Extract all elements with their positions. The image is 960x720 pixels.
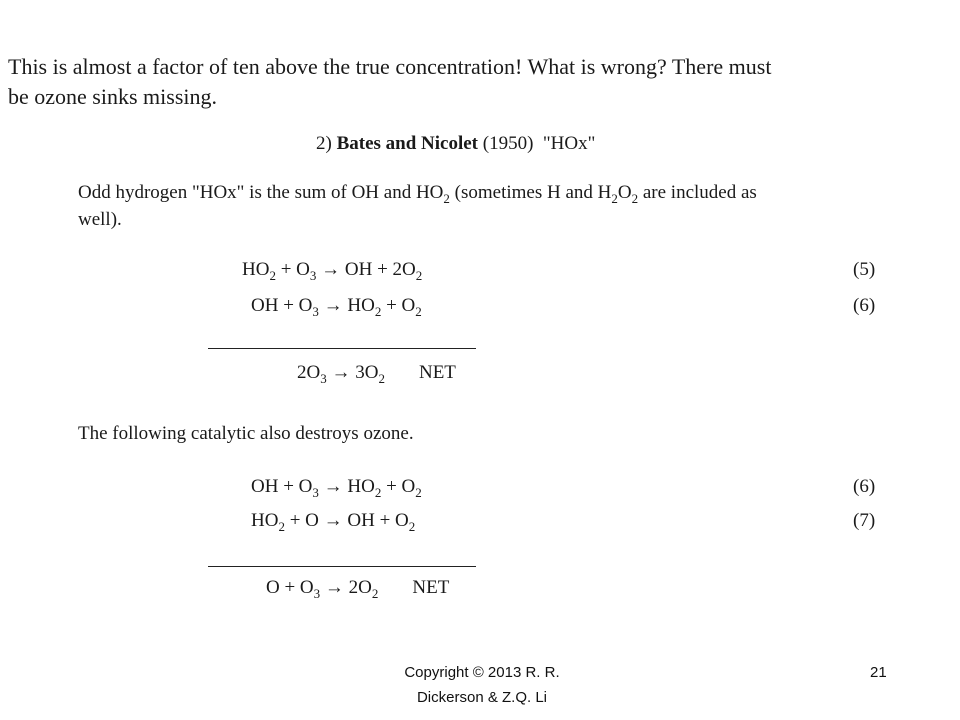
copyright-line-2: Dickerson & Z.Q. Li xyxy=(416,689,548,706)
section-year: (1950) xyxy=(482,133,534,154)
equation-number: (7) xyxy=(853,510,876,531)
section-heading xyxy=(316,133,595,155)
definition-line-2: well). xyxy=(78,209,122,230)
copyright-footer xyxy=(372,660,592,710)
copyright-line-1: Copyright © 2013 R. R. xyxy=(404,664,560,681)
reaction-6: OH + $O_3 \to HO_2 + O_2$ xyxy=(251,295,422,319)
sum-divider xyxy=(208,348,476,349)
intro-line-1: This is almost a factor of ten above the true concentration! What is wrong? There must xyxy=(8,54,772,79)
section-topic: "HOx" xyxy=(542,133,596,154)
definition-paragraph xyxy=(78,179,757,233)
reaction-6: OH + $O_3 \to HO_2 + O_2$ xyxy=(251,476,422,500)
section-number: 2) xyxy=(316,133,332,154)
section-authors: Bates and Nicolet xyxy=(336,133,479,154)
equation-number: (6) xyxy=(853,295,876,316)
net-reaction-1: $2O_3 \to 3O_2$ NET xyxy=(297,362,456,386)
net-reaction-2: $O + O_3 \to 2O_2$ NET xyxy=(266,577,450,601)
page-number: 21 xyxy=(870,664,887,681)
intro-line-2: be ozone sinks missing. xyxy=(8,84,217,109)
equation-number: (6) xyxy=(853,476,876,497)
net-label: NET xyxy=(412,577,450,598)
reaction-5: $HO_2 + O_3$ → OH + $2O_2$ xyxy=(242,259,423,283)
sum-divider xyxy=(208,566,476,567)
equation-number: (5) xyxy=(853,259,876,280)
net-label: NET xyxy=(418,362,456,383)
definition-line-1: Odd hydrogen "HOx" is the sum of OH and $HO_2$ (sometimes H and $H_2O_2$ are included as xyxy=(78,182,757,206)
transition-sentence: The following catalytic also destroys ozone. xyxy=(78,423,414,444)
reaction-7: $HO_2 + O$ → OH + $O_2$ xyxy=(251,510,416,534)
intro-paragraph xyxy=(8,52,948,112)
